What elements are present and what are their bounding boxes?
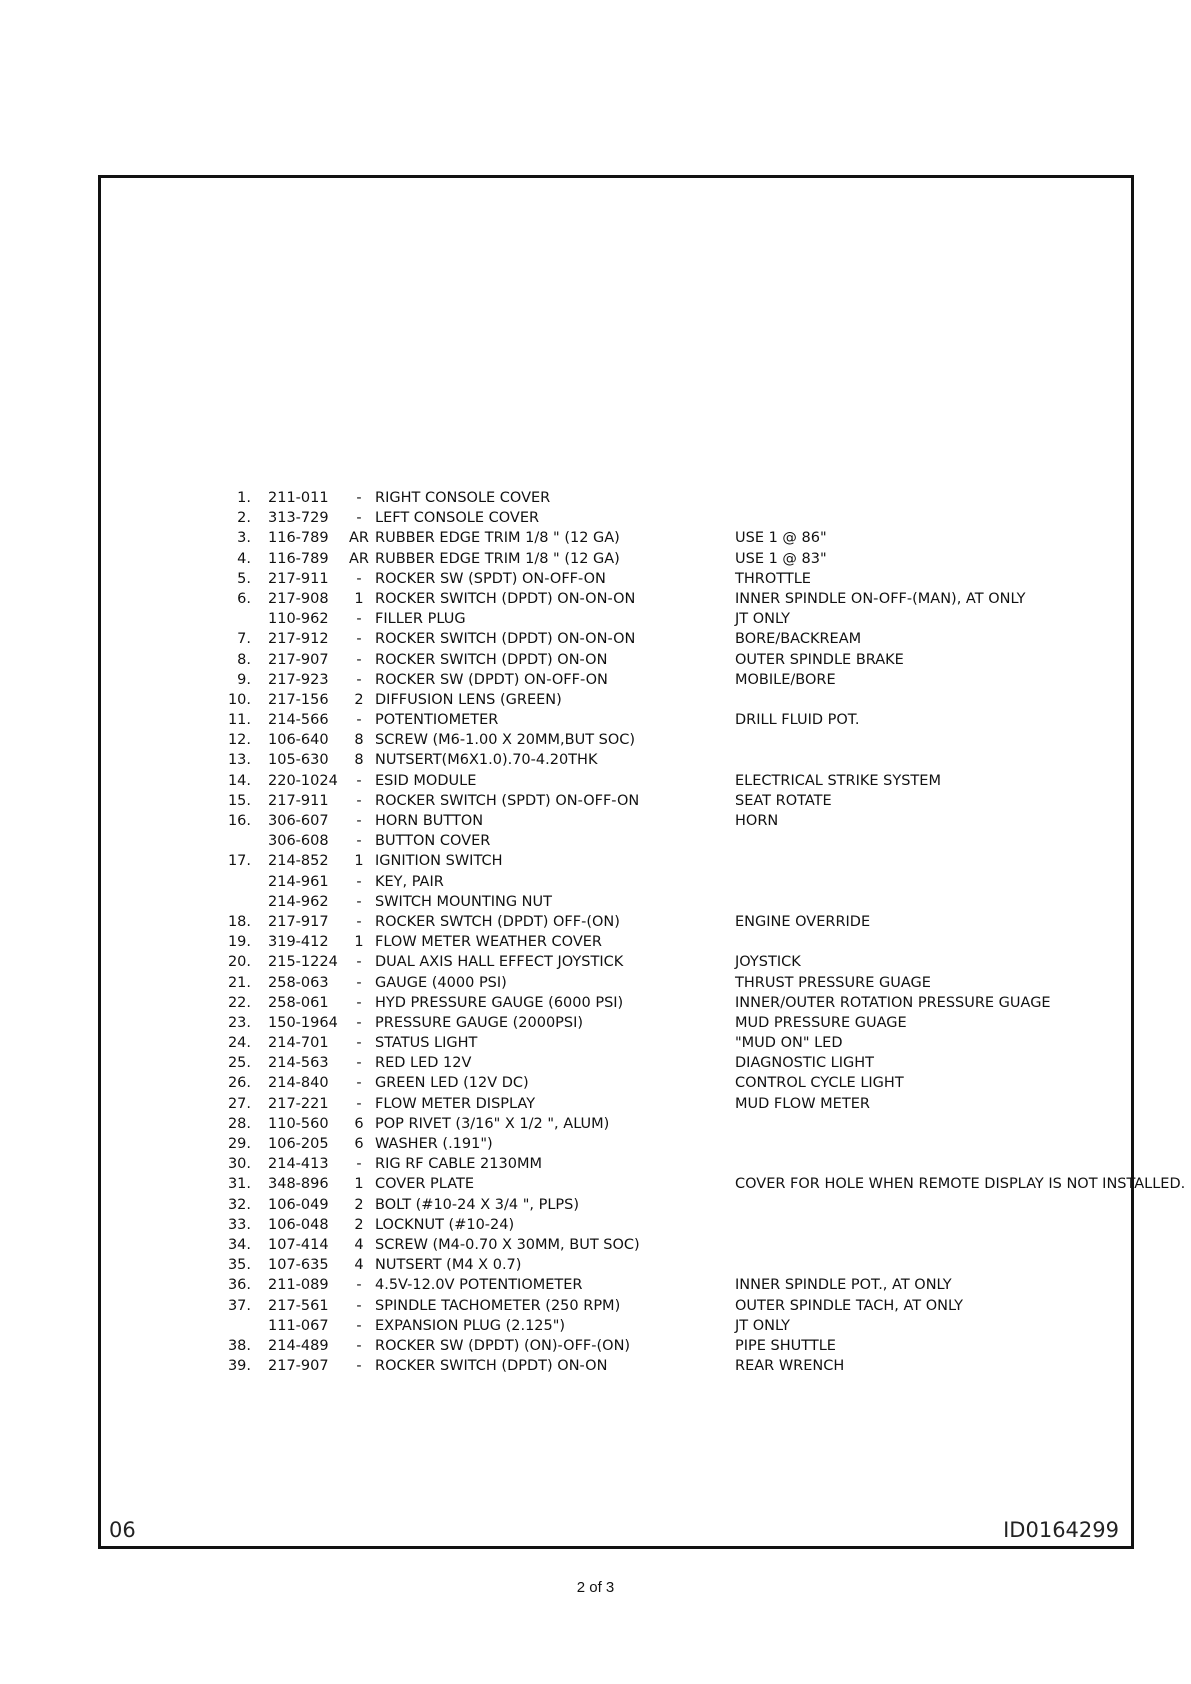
part-number: 217-912 <box>268 631 329 648</box>
document-id: ID0164299 <box>1003 1518 1119 1542</box>
remark: DIAGNOSTIC LIGHT <box>735 1055 875 1072</box>
item-number: 15. <box>227 792 251 809</box>
description: KEY, PAIR <box>375 873 444 890</box>
part-number: 217-907 <box>268 1358 329 1375</box>
parts-list-row <box>209 1134 1191 1154</box>
description: 4.5V-12.0V POTENTIOMETER <box>375 1277 583 1294</box>
item-number: 34. <box>227 1236 251 1253</box>
part-number: 214-413 <box>268 1156 329 1173</box>
remark: BORE/BACKREAM <box>735 631 862 648</box>
item-number: 7. <box>237 631 251 648</box>
parts-list-row <box>209 629 1191 649</box>
parts-list-row <box>209 952 1191 972</box>
part-number: 106-048 <box>268 1216 329 1233</box>
remark: USE 1 @ 86" <box>735 530 827 547</box>
remark: USE 1 @ 83" <box>735 550 827 567</box>
part-number: 214-566 <box>268 712 329 729</box>
description: LEFT CONSOLE COVER <box>375 510 540 527</box>
quantity: 8 <box>354 732 364 749</box>
part-number: 217-156 <box>268 691 329 708</box>
description: RUBBER EDGE TRIM 1/8 " (12 GA) <box>375 530 620 547</box>
item-number: 10. <box>227 691 251 708</box>
parts-list-row <box>209 1174 1191 1194</box>
description: ROCKER SW (SPDT) ON-OFF-ON <box>375 570 606 587</box>
item-number: 16. <box>227 813 251 829</box>
remark: ELECTRICAL STRIKE SYSTEM <box>735 772 941 789</box>
parts-list-row <box>209 1235 1191 1255</box>
description: ROCKER SWITCH (SPDT) ON-OFF-ON <box>375 792 640 809</box>
description: ROCKER SW (DPDT) (ON)-OFF-(ON) <box>375 1337 631 1354</box>
page-number: 2 of 3 <box>576 1579 615 1596</box>
parts-list-row <box>209 1275 1191 1295</box>
remark: MOBILE/BORE <box>735 671 836 688</box>
remark: COVER FOR HOLE WHEN REMOTE DISPLAY IS NOT INSTALLED. <box>735 1176 1186 1193</box>
quantity: 2 <box>354 1196 364 1213</box>
remark: REAR WRENCH <box>735 1358 845 1375</box>
quantity: - <box>356 994 362 1011</box>
parts-list-row <box>209 1356 1191 1376</box>
parts-list-row <box>209 549 1191 569</box>
part-number: 214-489 <box>268 1337 329 1354</box>
description: LOCKNUT (#10-24) <box>375 1216 515 1233</box>
description: RIG RF CABLE 2130MM <box>375 1156 542 1173</box>
remark: OUTER SPINDLE BRAKE <box>735 651 904 668</box>
item-number: 6. <box>237 590 251 607</box>
quantity: - <box>356 712 362 729</box>
quantity: - <box>356 1156 362 1173</box>
quantity: 1 <box>354 934 364 951</box>
quantity: - <box>356 873 362 890</box>
description: DUAL AXIS HALL EFFECT JOYSTICK <box>375 954 624 971</box>
item-number: 4. <box>237 550 251 567</box>
item-number: 21. <box>227 974 251 991</box>
item-number: 29. <box>227 1136 251 1152</box>
description: SCREW (M4-0.70 X 30MM, BUT SOC) <box>375 1236 640 1253</box>
part-number: 106-640 <box>268 732 329 749</box>
parts-list-row <box>209 1195 1191 1215</box>
part-number: 319-412 <box>268 934 329 951</box>
quantity: 8 <box>354 752 364 769</box>
description: ROCKER SWITCH (DPDT) ON-ON-ON <box>375 590 636 607</box>
parts-list-row <box>209 1154 1191 1174</box>
quantity: - <box>356 913 362 930</box>
description: FLOW METER WEATHER COVER <box>375 934 602 951</box>
description: ROCKER SWITCH (DPDT) ON-ON <box>375 1358 608 1375</box>
part-number: 110-560 <box>268 1115 329 1132</box>
quantity: 4 <box>354 1236 364 1253</box>
quantity: - <box>356 1277 362 1294</box>
part-number: 258-063 <box>268 974 329 991</box>
part-number: 217-221 <box>268 1095 329 1112</box>
part-number: 217-911 <box>268 570 329 587</box>
part-number: 217-917 <box>268 913 329 930</box>
part-number: 116-789 <box>268 550 329 567</box>
part-number: 106-205 <box>268 1136 329 1152</box>
description: ROCKER SWITCH (DPDT) ON-ON-ON <box>375 631 636 648</box>
parts-list-row <box>209 973 1191 993</box>
part-number: 258-061 <box>268 994 329 1011</box>
remark: JOYSTICK <box>735 954 801 971</box>
remark: ENGINE OVERRIDE <box>735 913 871 930</box>
quantity: AR <box>349 550 369 567</box>
quantity: - <box>356 1095 362 1112</box>
parts-list-row <box>209 1215 1191 1235</box>
item-number: 3. <box>237 530 251 547</box>
item-number: 31. <box>227 1176 251 1193</box>
description: HYD PRESSURE GAUGE (6000 PSI) <box>375 994 624 1011</box>
remark: MUD PRESSURE GUAGE <box>735 1014 907 1031</box>
quantity: - <box>356 772 362 789</box>
parts-list-row <box>209 589 1191 609</box>
quantity: 6 <box>354 1136 364 1152</box>
item-number: 33. <box>227 1216 251 1233</box>
quantity: - <box>356 1337 362 1354</box>
quantity: - <box>356 651 362 668</box>
parts-list-row <box>209 993 1191 1013</box>
item-number: 8. <box>237 651 251 668</box>
description: SWITCH MOUNTING NUT <box>375 893 552 910</box>
parts-list-row <box>209 750 1191 770</box>
description: WASHER (.191") <box>375 1136 493 1152</box>
item-number: 17. <box>227 853 251 870</box>
remark: INNER/OUTER ROTATION PRESSURE GUAGE <box>735 994 1051 1011</box>
part-number: 217-911 <box>268 792 329 809</box>
quantity: - <box>356 1035 362 1052</box>
description: BOLT (#10-24 X 3/4 ", PLPS) <box>375 1196 580 1213</box>
remark: MUD FLOW METER <box>735 1095 870 1112</box>
parts-list-row <box>209 1336 1191 1356</box>
quantity: - <box>356 813 362 829</box>
item-number: 9. <box>237 671 251 688</box>
quantity: - <box>356 1014 362 1031</box>
part-number: 110-962 <box>268 611 329 628</box>
part-number: 107-635 <box>268 1257 329 1274</box>
part-number: 214-962 <box>268 893 329 910</box>
description: EXPANSION PLUG (2.125") <box>375 1317 566 1334</box>
quantity: - <box>356 490 362 506</box>
description: ROCKER SWITCH (DPDT) ON-ON <box>375 651 608 668</box>
quantity: - <box>356 1055 362 1072</box>
parts-list-row <box>209 690 1191 710</box>
parts-list-row <box>209 1033 1191 1053</box>
item-number: 19. <box>227 934 251 951</box>
quantity: - <box>356 1075 362 1092</box>
parts-list-row <box>209 872 1191 892</box>
item-number: 38. <box>227 1337 251 1354</box>
description: GAUGE (4000 PSI) <box>375 974 507 991</box>
quantity: 1 <box>354 1176 364 1193</box>
description: STATUS LIGHT <box>375 1035 478 1052</box>
parts-list-row <box>209 1255 1191 1275</box>
parts-list-row <box>209 1114 1191 1134</box>
parts-list-row <box>209 730 1191 750</box>
remark: SEAT ROTATE <box>735 792 832 809</box>
remark: HORN <box>735 813 779 829</box>
parts-list-row <box>209 569 1191 589</box>
part-number: 107-414 <box>268 1236 329 1253</box>
item-number: 23. <box>227 1014 251 1031</box>
description: PRESSURE GAUGE (2000PSI) <box>375 1014 584 1031</box>
part-number: 217-923 <box>268 671 329 688</box>
remark: INNER SPINDLE POT., AT ONLY <box>735 1277 952 1294</box>
part-number: 214-852 <box>268 853 329 870</box>
description: BUTTON COVER <box>375 833 491 850</box>
parts-list-row <box>209 791 1191 811</box>
remark: JT ONLY <box>735 611 791 628</box>
parts-list-row <box>209 508 1191 528</box>
part-number: 214-961 <box>268 873 329 890</box>
item-number: 26. <box>227 1075 251 1092</box>
description: SPINDLE TACHOMETER (250 RPM) <box>375 1297 621 1314</box>
parts-list-row <box>209 1073 1191 1093</box>
part-number: 214-840 <box>268 1075 329 1092</box>
quantity: 1 <box>354 590 364 607</box>
quantity: 2 <box>354 691 364 708</box>
parts-list-row <box>209 932 1191 952</box>
part-number: 106-049 <box>268 1196 329 1213</box>
item-number: 11. <box>227 712 251 729</box>
remark: OUTER SPINDLE TACH, AT ONLY <box>735 1297 963 1314</box>
item-number: 14. <box>227 772 251 789</box>
remark: PIPE SHUTTLE <box>735 1337 836 1354</box>
parts-list-row <box>209 1053 1191 1073</box>
part-number: 150-1964 <box>268 1014 338 1031</box>
item-number: 36. <box>227 1277 251 1294</box>
item-number: 18. <box>227 913 251 930</box>
quantity: 6 <box>354 1115 364 1132</box>
item-number: 13. <box>227 752 251 769</box>
part-number: 306-607 <box>268 813 329 829</box>
parts-list-row <box>209 1316 1191 1336</box>
parts-list-row <box>209 528 1191 548</box>
description: GREEN LED (12V DC) <box>375 1075 529 1092</box>
part-number: 220-1024 <box>268 772 338 789</box>
item-number: 12. <box>227 732 251 749</box>
part-number: 105-630 <box>268 752 329 769</box>
parts-list-row <box>209 650 1191 670</box>
description: NUTSERT(M6X1.0).70-4.20THK <box>375 752 598 769</box>
item-number: 1. <box>237 490 251 506</box>
quantity: - <box>356 833 362 850</box>
part-number: 306-608 <box>268 833 329 850</box>
part-number: 116-789 <box>268 530 329 547</box>
description: IGNITION SWITCH <box>375 853 503 870</box>
description: RED LED 12V <box>375 1055 472 1072</box>
description: ROCKER SWTCH (DPDT) OFF-(ON) <box>375 913 620 930</box>
item-number: 30. <box>227 1156 251 1173</box>
quantity: - <box>356 1317 362 1334</box>
quantity: AR <box>349 530 369 547</box>
description: FILLER PLUG <box>375 611 466 628</box>
remark: INNER SPINDLE ON-OFF-(MAN), AT ONLY <box>735 590 1026 607</box>
quantity: 2 <box>354 1216 364 1233</box>
parts-list-row <box>209 710 1191 730</box>
remark: DRILL FLUID POT. <box>735 712 860 729</box>
part-number: 211-011 <box>268 490 329 506</box>
quantity: - <box>356 954 362 971</box>
quantity: - <box>356 570 362 587</box>
description: SCREW (M6-1.00 X 20MM,BUT SOC) <box>375 732 636 749</box>
quantity: - <box>356 631 362 648</box>
quantity: 4 <box>354 1257 364 1274</box>
drawing-frame <box>98 175 1186 1549</box>
parts-list-row <box>209 892 1191 912</box>
parts-list-row <box>209 851 1191 871</box>
quantity: - <box>356 671 362 688</box>
part-number: 348-896 <box>268 1176 329 1193</box>
item-number: 39. <box>227 1358 251 1375</box>
parts-list-row <box>209 488 1191 508</box>
parts-list-row <box>209 771 1191 791</box>
parts-list-row <box>209 831 1191 851</box>
remark: CONTROL CYCLE LIGHT <box>735 1075 904 1092</box>
parts-list-row <box>209 1094 1191 1114</box>
item-number: 20. <box>227 954 251 971</box>
quantity: - <box>356 893 362 910</box>
parts-list-row <box>209 670 1191 690</box>
part-number: 111-067 <box>268 1317 329 1334</box>
description: HORN BUTTON <box>375 813 484 829</box>
parts-list <box>209 488 1191 1376</box>
description: NUTSERT (M4 X 0.7) <box>375 1257 522 1274</box>
part-number: 211-089 <box>268 1277 329 1294</box>
description: ROCKER SW (DPDT) ON-OFF-ON <box>375 671 608 688</box>
quantity: - <box>356 510 362 527</box>
description: RIGHT CONSOLE COVER <box>375 490 551 506</box>
remark: THRUST PRESSURE GUAGE <box>735 974 931 991</box>
item-number: 5. <box>237 570 251 587</box>
item-number: 25. <box>227 1055 251 1072</box>
sheet-code: 06 <box>109 1518 136 1542</box>
description: DIFFUSION LENS (GREEN) <box>375 691 562 708</box>
part-number: 313-729 <box>268 510 329 527</box>
remark: "MUD ON" LED <box>735 1035 843 1052</box>
part-number: 217-907 <box>268 651 329 668</box>
item-number: 35. <box>227 1257 251 1274</box>
item-number: 24. <box>227 1035 251 1052</box>
remark: JT ONLY <box>735 1317 791 1334</box>
part-number: 214-563 <box>268 1055 329 1072</box>
description: COVER PLATE <box>375 1176 475 1193</box>
part-number: 215-1224 <box>268 954 338 971</box>
quantity: 1 <box>354 853 364 870</box>
description: POP RIVET (3/16" X 1/2 ", ALUM) <box>375 1115 610 1132</box>
item-number: 27. <box>227 1095 251 1112</box>
item-number: 28. <box>227 1115 251 1132</box>
item-number: 22. <box>227 994 251 1011</box>
description: POTENTIOMETER <box>375 712 499 729</box>
item-number: 37. <box>227 1297 251 1314</box>
parts-list-row <box>209 1013 1191 1033</box>
quantity: - <box>356 974 362 991</box>
description: FLOW METER DISPLAY <box>375 1095 536 1112</box>
description: RUBBER EDGE TRIM 1/8 " (12 GA) <box>375 550 620 567</box>
quantity: - <box>356 792 362 809</box>
parts-list-row <box>209 609 1191 629</box>
remark: THROTTLE <box>735 570 811 587</box>
quantity: - <box>356 611 362 628</box>
quantity: - <box>356 1297 362 1314</box>
parts-list-row <box>209 811 1191 831</box>
item-number: 2. <box>237 510 251 527</box>
parts-list-row <box>209 912 1191 932</box>
quantity: - <box>356 1358 362 1375</box>
part-number: 217-908 <box>268 590 329 607</box>
part-number: 214-701 <box>268 1035 329 1052</box>
part-number: 217-561 <box>268 1297 329 1314</box>
item-number: 32. <box>227 1196 251 1213</box>
description: ESID MODULE <box>375 772 477 789</box>
parts-list-row <box>209 1296 1191 1316</box>
